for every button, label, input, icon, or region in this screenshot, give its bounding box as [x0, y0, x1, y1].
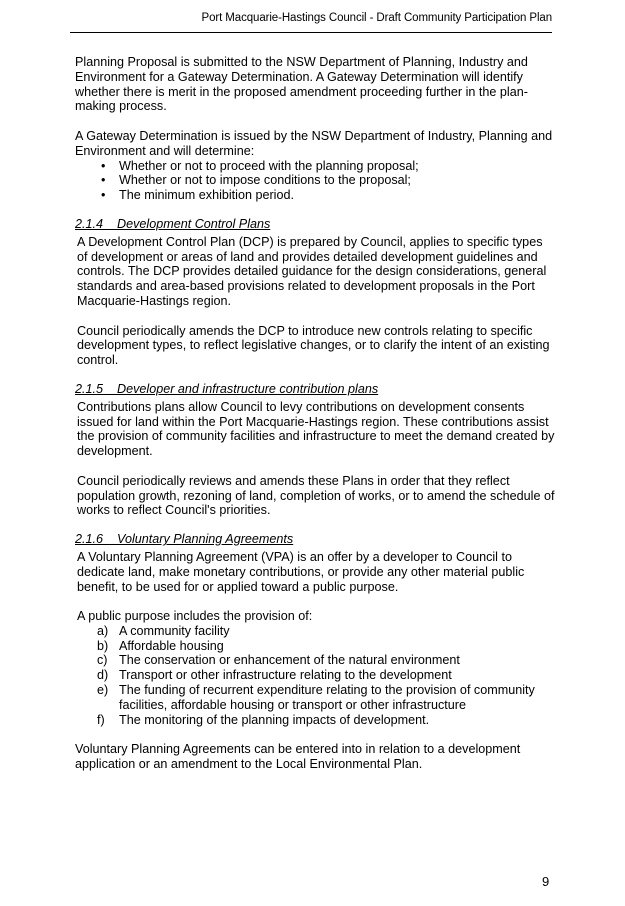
dcp-paragraph-1: A Development Control Plan (DCP) is prepared by Council, applies to specific types of development or areas of land and provides detailed development guidelines and controls. The DCP provides detailed guidance for the design considerations, general standards and area-based provisions related to development proposals in the Port Macquarie-Hastings region. [77, 234, 547, 308]
vpa-paragraph-3: Voluntary Planning Agreements can be entered into in relation to a development application or an amendment to the Local Environmental Plan. [75, 742, 521, 772]
contributions-paragraph-1: Contributions plans allow Council to levy contributions on development consents issued for land within the Port Macquarie-Hastings region. These contributions assist the provision of community facilities and infrastructure to meet the demand created by development. [77, 399, 555, 459]
list-item: e) The funding of recurrent expenditure relating to the provision of community facilities, affordable housing or transport or other infrastructure [97, 683, 535, 712]
list-item: c) The conservation or enhancement of the natural environment [97, 653, 460, 668]
list-item: b) Affordable housing [97, 638, 224, 653]
section-heading-2-1-4: 2.1.4 Development Control Plans [75, 216, 271, 231]
contributions-paragraph-2: Council periodically reviews and amends these Plans in order that they reflect population growth, rezoning of land, completion of works, or to amend the schedule of works to reflect Council's priorities. [77, 473, 555, 518]
vpa-paragraph-1: A Voluntary Planning Agreement (VPA) is an offer by a developer to Council to dedicate land, make monetary contributions, or provide any other material public benefit, to be used for or applied toward a public purpose. [77, 549, 525, 594]
list-item: • Whether or not to proceed with the planning proposal; [75, 159, 555, 174]
page-number: 9 [542, 874, 550, 889]
dcp-paragraph-2: Council periodically amends the DCP to introduce new controls relating to specific development types, to reflect legislative changes, or to clarify the intent of an existing control. [77, 323, 550, 368]
header-title: Port Macquarie-Hastings Council - Draft Community Participation Plan [201, 12, 552, 24]
section-heading-2-1-5: 2.1.5 Developer and infrastructure contribution plans [75, 381, 379, 396]
determination-list [75, 159, 555, 203]
list-item: • Whether or not to impose conditions to the proposal; [75, 173, 555, 188]
intro-paragraph-1: Planning Proposal is submitted to the NSW Department of Planning, Industry and Environment for a Gateway Determination. A Gateway Determination will identify whether there is merit in the proposed amendment proceeding further in the plan-making process. [75, 55, 528, 114]
public-purpose-list [75, 624, 555, 728]
list-item: f) The monitoring of the planning impacts of development. [97, 712, 430, 727]
vpa-paragraph-2: A public purpose includes the provision of: [77, 609, 313, 624]
intro-paragraph-2: A Gateway Determination is issued by the NSW Department of Industry, Planning and Environment and will determine: [75, 128, 553, 158]
list-item: d) Transport or other infrastructure relating to the development [97, 668, 452, 683]
list-item: a) A community facility [97, 623, 230, 638]
list-item: • The minimum exhibition period. [75, 188, 555, 203]
page-header [70, 8, 552, 33]
section-heading-2-1-6: 2.1.6 Voluntary Planning Agreements [75, 532, 294, 547]
document-body [75, 55, 555, 772]
